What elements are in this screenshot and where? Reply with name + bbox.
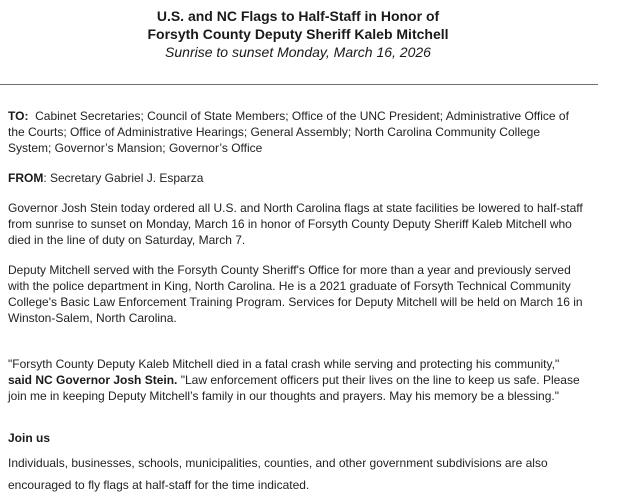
- page-subtitle: Sunrise to sunset Monday, March 16, 2026: [165, 44, 431, 60]
- memo-from-sender: : Secretary Gabriel J. Esparza: [43, 171, 204, 185]
- join-us-heading: Join us: [8, 431, 51, 445]
- quote-part-1: "Forsyth County Deputy Kaleb Mitchell died in a fatal crash while serving and protecting his community,": [8, 357, 560, 371]
- page-title-line-2: Forsyth County Deputy Sheriff Kaleb Mitchell: [147, 26, 449, 42]
- announcement-header: [0, 7, 596, 62]
- page-title-line-1: U.S. and NC Flags to Half-Staff in Honor of: [156, 8, 440, 24]
- memo-from-label: FROM: [8, 171, 44, 185]
- join-us-text: Individuals, businesses, schools, municipalities, counties, and other government subdivisions are also encouraged to fly flags at half-staff for the time indicated.: [8, 456, 548, 492]
- body-paragraph-1: Governor Josh Stein today ordered all U.S. and North Carolina flags at state facilities be lowered to half-staff from sunrise to sunset on Monday, March 16 in honor of Forsyth County Deputy Sheriff Kaleb Mitchell who died in the line of duty on Saturday, March 7.: [8, 201, 583, 247]
- body-paragraph-2: Deputy Mitchell served with the Forsyth County Sheriff's Office for more than a year and previously served with the police department in King, North Carolina. He is a 2021 graduate of Forsyth Technical Community College's Basic Law Enforcement Training Program. Services for Deputy Mitchell will be held on March 16 in Winston-Salem, North Carolina.: [8, 263, 583, 325]
- header-divider: [0, 84, 598, 85]
- memo-from: [8, 170, 583, 186]
- quote-attribution: said NC Governor Josh Stein.: [8, 373, 178, 387]
- quote-part-2: "Law enforcement officers put their lives on the line to keep us safe. Please join me in keeping Deputy Mitchell’s family in our thoughts and prayers. May his memory be a blessing.": [8, 373, 580, 403]
- governor-quote: [8, 356, 583, 404]
- memo-to-label: TO:: [8, 109, 29, 123]
- announcement-body: [8, 108, 583, 496]
- memo-to: [8, 108, 583, 156]
- memo-to-recipients: Cabinet Secretaries; Council of State Members; Office of the UNC President; Administrative Office of the Courts; Office of Administrative Hearings; General Assembly; North Carolina Community College System; Governor’s Mansion; Governor’s Office: [8, 109, 569, 155]
